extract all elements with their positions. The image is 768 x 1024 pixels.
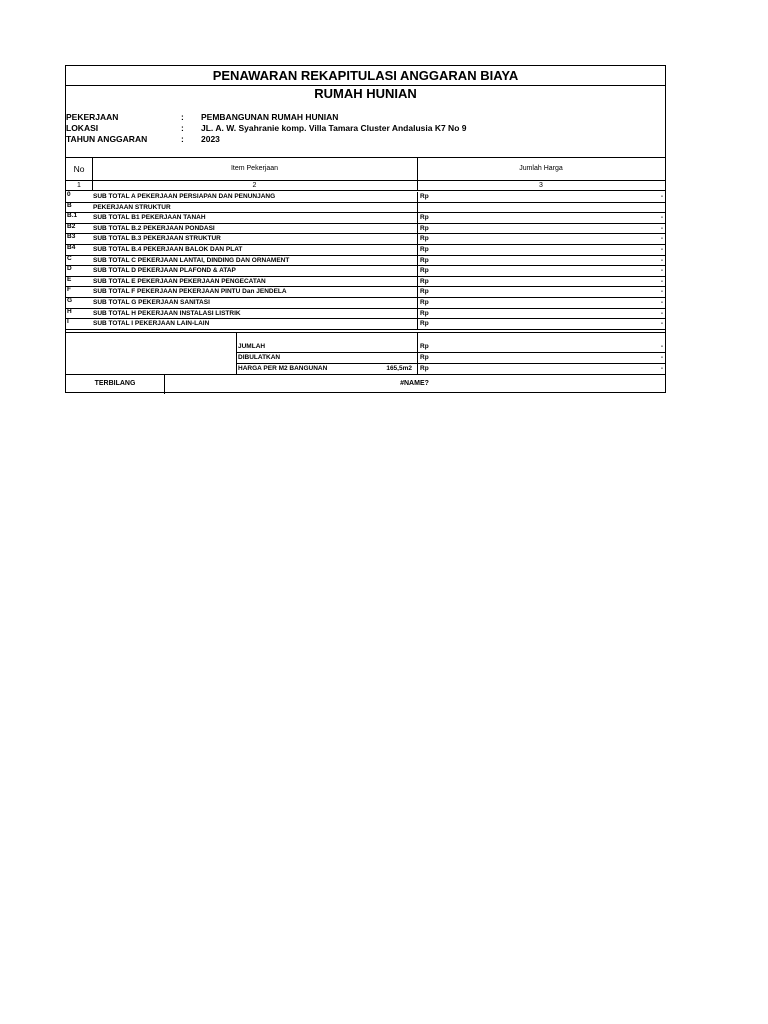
row-item: SUB TOTAL B.3 PEKERJAAN STRUKTUR bbox=[93, 234, 418, 244]
row-item: SUB TOTAL F PEKERJAAN PEKERJAAN PINTU Dan JENDELA bbox=[93, 287, 418, 297]
column-number-2: 2 bbox=[92, 181, 418, 190]
summary-value: - bbox=[660, 343, 663, 350]
meta-label: LOKASI bbox=[66, 123, 99, 133]
meta-value: 2023 bbox=[201, 134, 220, 144]
row-no: G bbox=[67, 296, 73, 304]
table-header bbox=[66, 157, 665, 181]
table-row bbox=[66, 213, 665, 224]
summary-extra: 165,5m2 bbox=[386, 365, 412, 372]
row-currency: Rp bbox=[420, 267, 429, 275]
terbilang-row bbox=[66, 374, 665, 394]
row-item: SUB TOTAL I PEKERJAAN LAIN-LAIN bbox=[93, 319, 418, 329]
row-value: - bbox=[660, 214, 663, 222]
row-value: - bbox=[660, 224, 663, 232]
row-value: - bbox=[660, 267, 663, 275]
row-no: B bbox=[67, 201, 72, 209]
row-no: C bbox=[67, 254, 72, 262]
row-currency: Rp bbox=[420, 277, 429, 285]
summary-currency: Rp bbox=[420, 343, 429, 350]
meta-label: PEKERJAAN bbox=[66, 112, 119, 122]
terbilang-label: TERBILANG bbox=[66, 375, 165, 394]
table-row bbox=[66, 192, 665, 203]
meta-colon: : bbox=[181, 134, 184, 144]
row-item: SUB TOTAL B1 PEKERJAAN TANAH bbox=[93, 213, 418, 223]
row-no: B.1 bbox=[67, 212, 78, 220]
row-value: - bbox=[660, 256, 663, 264]
summary-value: - bbox=[660, 365, 663, 372]
table-row bbox=[66, 224, 665, 235]
table-row bbox=[66, 266, 665, 277]
summary-block bbox=[66, 332, 665, 375]
summary-row-dibulatkan bbox=[236, 353, 665, 364]
row-item: SUB TOTAL G PEKERJAAN SANITASI bbox=[93, 298, 418, 308]
row-currency: Rp bbox=[420, 245, 429, 253]
row-no: B2 bbox=[67, 222, 76, 230]
header-no: No bbox=[66, 158, 93, 180]
terbilang-value: #NAME? bbox=[400, 380, 429, 387]
row-no: H bbox=[67, 307, 72, 315]
table-row bbox=[66, 277, 665, 288]
meta-row-tahun bbox=[66, 134, 665, 145]
row-currency: Rp bbox=[420, 214, 429, 222]
row-no: I bbox=[67, 318, 69, 326]
header-item: Item Pekerjaan bbox=[92, 158, 418, 180]
row-value: - bbox=[660, 235, 663, 243]
table-row bbox=[66, 298, 665, 309]
row-no: F bbox=[67, 286, 71, 294]
column-number-1: 1 bbox=[66, 181, 93, 190]
row-item: SUB TOTAL D PEKERJAAN PLAFOND & ATAP bbox=[93, 266, 418, 276]
summary-value: - bbox=[660, 354, 663, 361]
meta-colon: : bbox=[181, 123, 184, 133]
meta-value: JL. A. W. Syahranie komp. Villa Tamara Cluster Andalusia K7 No 9 bbox=[201, 123, 467, 133]
table-row bbox=[66, 256, 665, 267]
row-item: SUB TOTAL B.2 PEKERJAAN PONDASI bbox=[93, 224, 418, 234]
summary-label: DIBULATKAN bbox=[238, 354, 281, 361]
table-body bbox=[66, 192, 665, 330]
row-currency: Rp bbox=[420, 320, 429, 328]
row-currency: Rp bbox=[420, 224, 429, 232]
meta-row-pekerjaan bbox=[66, 112, 665, 123]
row-value: - bbox=[660, 309, 663, 317]
row-value: - bbox=[660, 320, 663, 328]
summary-currency: Rp bbox=[420, 354, 429, 361]
row-item: SUB TOTAL A PEKERJAAN PERSIAPAN DAN PENUNJANG bbox=[93, 192, 418, 202]
summary-label: HARGA PER M2 BANGUNAN bbox=[238, 365, 328, 372]
row-currency: Rp bbox=[420, 256, 429, 264]
meta-row-lokasi bbox=[66, 123, 665, 134]
table-row bbox=[66, 319, 665, 330]
meta-value: PEMBANGUNAN RUMAH HUNIAN bbox=[201, 112, 339, 122]
row-item: SUB TOTAL H PEKERJAAN INSTALASI LISTRIK bbox=[93, 309, 418, 319]
table-row bbox=[66, 203, 665, 214]
table-row bbox=[66, 245, 665, 256]
column-number-row bbox=[66, 181, 665, 191]
row-item: PEKERJAAN STRUKTUR bbox=[93, 203, 418, 213]
meta-label: TAHUN ANGGARAN bbox=[66, 134, 148, 144]
row-currency: Rp bbox=[420, 309, 429, 317]
row-item: SUB TOTAL E PEKERJAAN PEKERJAAN PENGECATAN bbox=[93, 277, 418, 287]
row-currency: Rp bbox=[420, 288, 429, 296]
table-row bbox=[66, 309, 665, 320]
row-value: - bbox=[660, 298, 663, 306]
column-number-3: 3 bbox=[539, 182, 543, 189]
title-line-2: RUMAH HUNIAN bbox=[314, 86, 417, 101]
summary-label: JUMLAH bbox=[238, 343, 266, 350]
table-row bbox=[66, 234, 665, 245]
row-item: SUB TOTAL C PEKERJAAN LANTAI, DINDING DAN ORNAMENT bbox=[93, 256, 418, 266]
row-value: - bbox=[660, 245, 663, 253]
row-currency: Rp bbox=[420, 235, 429, 243]
row-currency: Rp bbox=[420, 298, 429, 306]
header-jumlah: Jumlah Harga bbox=[519, 165, 563, 172]
budget-sheet bbox=[65, 65, 666, 393]
summary-currency: Rp bbox=[420, 365, 429, 372]
table-row bbox=[66, 287, 665, 298]
meta-colon: : bbox=[181, 112, 184, 122]
row-currency: Rp bbox=[420, 193, 429, 200]
row-no: 0 bbox=[67, 191, 71, 198]
row-no: B3 bbox=[67, 233, 76, 241]
row-value: - bbox=[660, 277, 663, 285]
row-item: SUB TOTAL B.4 PEKERJAAN BALOK DAN PLAT bbox=[93, 245, 418, 255]
summary-row-jumlah bbox=[236, 342, 665, 353]
row-value: - bbox=[660, 288, 663, 296]
title-line-1: PENAWARAN REKAPITULASI ANGGARAN BIAYA bbox=[66, 66, 665, 86]
row-no: D bbox=[67, 265, 72, 273]
row-no: B4 bbox=[67, 243, 76, 251]
row-no: E bbox=[67, 275, 72, 283]
project-meta bbox=[66, 112, 665, 145]
row-value: - bbox=[660, 193, 663, 200]
